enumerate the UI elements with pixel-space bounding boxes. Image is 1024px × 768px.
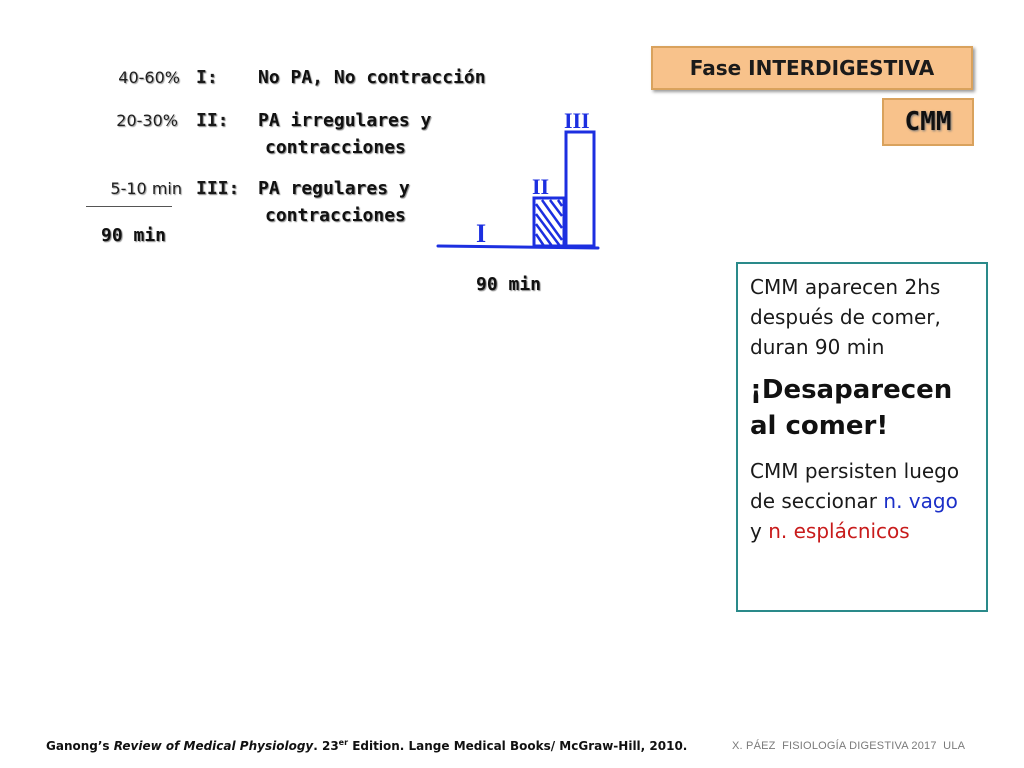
phase-1-percent: 40-60% — [118, 68, 180, 87]
mmc-phase-diagram — [430, 100, 630, 270]
phase-3-number: III: — [196, 178, 240, 199]
info-and: y — [750, 519, 769, 543]
info-appearance-text: CMM aparecen 2hs después de comer, duran 90 min — [750, 275, 941, 359]
info-disappear-text: ¡Desaparecen al comer! — [750, 375, 953, 441]
phase-2-text-cont: contracciones — [265, 137, 406, 158]
phase-3-duration: 5-10 min — [110, 179, 182, 198]
diagram-label-phase-2: II — [532, 174, 550, 199]
footer-citation-title: Review of Medical Physiology — [113, 739, 314, 753]
diagram-phase-2-hatch — [536, 200, 562, 246]
footer-citation-publisher: Edition. Lange Medical Books/ McGraw-Hill, 2010. — [348, 739, 688, 753]
info-persist-text — [750, 456, 974, 546]
diagram-axis-label: 90 min — [476, 274, 542, 295]
diagram-phase-3-bar — [566, 132, 594, 246]
footer-credit: X. PÁEZ FISIOLOGÍA DIGESTIVA 2017 ULA — [732, 740, 966, 752]
footer-citation — [46, 738, 687, 753]
phase-1-number: I: — [196, 67, 218, 88]
cmm-badge: CMM — [882, 98, 974, 146]
phase-2-number: II: — [196, 110, 229, 131]
phase-badge: Fase INTERDIGESTIVA — [651, 46, 973, 90]
phase-3-text: PA regulares y — [258, 178, 410, 199]
total-duration: 90 min — [101, 225, 167, 246]
info-box — [736, 262, 988, 612]
info-splanchnic: n. esplácnicos — [768, 519, 910, 543]
info-vagus: n. vago — [883, 489, 958, 513]
footer-citation-edition-num: . 23 — [313, 739, 339, 753]
phase-3-row — [196, 178, 456, 199]
diagram-label-phase-3: III — [564, 108, 590, 133]
phase-3-text-cont: contracciones — [265, 205, 406, 226]
footer-citation-author: Ganong’s — [46, 739, 114, 753]
phase-2-text: PA irregulares y — [258, 110, 432, 131]
info-persist-lead: CMM persisten luego de seccionar — [750, 459, 960, 513]
phase-2-percent: 20-30% — [116, 111, 178, 130]
footer-citation-edition-sup: er — [338, 738, 349, 747]
phase-1-text: No PA, No contracción — [258, 67, 486, 88]
phase-2-row — [196, 110, 456, 131]
sum-line — [86, 206, 172, 207]
phase-1-row — [196, 67, 526, 88]
diagram-label-phase-1: I — [476, 219, 487, 248]
